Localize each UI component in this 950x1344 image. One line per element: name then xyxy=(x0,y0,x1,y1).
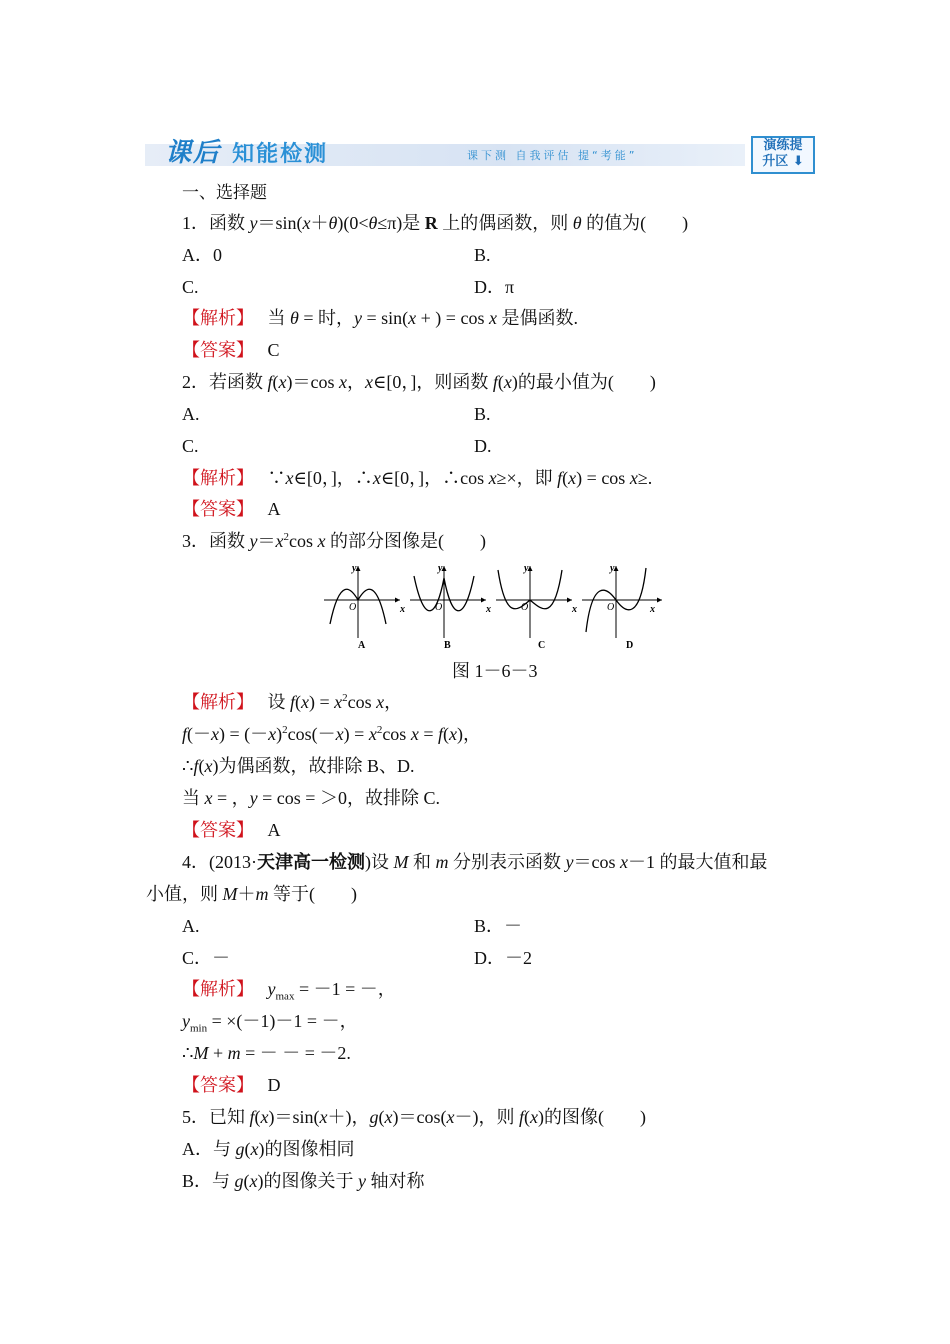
q4-analysis: 【解析】 $y_{max} = -1$ = －， xyxy=(182,979,396,1003)
svg-text:y: y xyxy=(438,563,443,574)
q5-option-a: A．与 g(x)的图像相同 xyxy=(182,1139,355,1159)
badge-line-1: 演练提 xyxy=(763,138,803,153)
svg-text:y: y xyxy=(524,563,529,574)
banner-title-sub: 知能检测 xyxy=(232,142,329,167)
svg-text:y: y xyxy=(352,563,357,574)
q4-stem: 4．(2013·天津高一检测)设 M 和 m 分别表示函数 y＝cos x－1 的最大值和最 xyxy=(182,852,768,872)
q3-analysis-line-3: ∴f(x)为偶函数，故排除 B、D. xyxy=(182,756,415,776)
q2-option-a: A. xyxy=(182,404,200,424)
q4-answer: 【答案】 D xyxy=(182,1075,281,1095)
q4-analysis-line-3: ∴M + m = － － = －2. xyxy=(182,1043,351,1063)
q2-option-d: D. xyxy=(474,436,492,456)
svg-text:O: O xyxy=(521,602,529,613)
q4-option-a: A. xyxy=(182,916,200,936)
q1-option-a: A．0 xyxy=(182,245,222,265)
q3-figure xyxy=(320,560,670,652)
svg-text:O: O xyxy=(349,602,357,613)
analysis-tag: 【解析】 xyxy=(182,308,245,328)
svg-text:x: x xyxy=(572,604,577,615)
svg-text:x: x xyxy=(486,604,491,615)
svg-text:O: O xyxy=(435,602,443,613)
q3-stem: 3．函数 $y=x^2\cos$ x 的部分图像是( ) xyxy=(182,531,486,551)
graph-a-label: A xyxy=(358,640,366,651)
q3-analysis-line-2: $f(-x) = (-x)^2\cos(-x) = x^2\cos$ x = f(x)， xyxy=(182,724,481,744)
svg-text:x: x xyxy=(650,604,655,615)
q2-stem: 2．若函数 f(x)＝cos x，x∈[0，]，则函数 f(x)的最小值为( ) xyxy=(182,372,656,392)
q4-option-c: C．－ xyxy=(182,948,231,968)
q5-stem: 5．已知 f(x)＝sin(x＋)，g(x)＝cos(x－)，则 f(x)的图像( ) xyxy=(182,1107,646,1127)
q4-stem-line-2: 小值，则 M＋m 等于( ) xyxy=(146,884,357,904)
q2-analysis: 【解析】 ∵x∈[0，]，∴x∈[0，]，∴cos x≥×，即 f(x) = cos x≥. xyxy=(182,468,653,488)
q1-option-b: B. xyxy=(474,245,491,265)
banner-subtitle: 课下测 自我评估 提“考能” xyxy=(467,149,638,162)
svg-text:x: x xyxy=(400,604,405,615)
q2-answer: 【答案】 A xyxy=(182,499,281,519)
section-banner xyxy=(145,130,813,172)
badge-line-2 xyxy=(753,154,813,170)
section-title: 一、选择题 xyxy=(182,183,267,203)
graph-a xyxy=(324,563,405,651)
graph-b xyxy=(410,563,491,651)
answer-tag: 【答案】 xyxy=(182,340,245,360)
q1-stem: 1．函数 y＝sin(x＋θ)(0<θ≤π)是 R 上的偶函数，则 θ 的值为( ) xyxy=(182,213,689,233)
q1-answer: 【答案】 C xyxy=(182,340,280,360)
q2-option-c: C. xyxy=(182,436,199,456)
graph-c-label: C xyxy=(538,640,546,651)
q1-option-c: C. xyxy=(182,277,199,297)
down-arrow-icon: ⬇ xyxy=(792,154,804,169)
svg-text:O: O xyxy=(607,602,615,613)
graph-b-label: B xyxy=(444,640,451,651)
badge-line-2-text: 升区 xyxy=(762,154,789,169)
graph-d-label: D xyxy=(626,640,634,651)
practice-badge[interactable] xyxy=(751,136,815,174)
banner-title xyxy=(165,132,328,169)
q4-option-b: B．－ xyxy=(474,916,523,936)
graph-c xyxy=(496,563,577,651)
figure-caption: 图 1－6－3 xyxy=(452,661,538,681)
q4-analysis-line-2: $y_{min} = \times(-1)-1$ = －， xyxy=(182,1011,358,1035)
banner-title-main: 课后 xyxy=(165,138,222,168)
graph-d xyxy=(582,563,662,651)
q3-analysis-line-4: 当 x = ，y = cos = ＞0，故排除 C. xyxy=(182,788,440,808)
q3-analysis: 【解析】 设 $f(x) = x^2\cos$ x， xyxy=(182,692,403,712)
q4-option-d: D．－2 xyxy=(474,948,532,968)
q3-answer: 【答案】 A xyxy=(182,820,281,840)
q5-option-b: B．与 g(x)的图像关于 y 轴对称 xyxy=(182,1171,425,1191)
q2-option-b: B. xyxy=(474,404,491,424)
q1-option-d: D．π xyxy=(474,277,515,297)
svg-text:y: y xyxy=(610,563,615,574)
q1-analysis: 【解析】 当 θ = 时，y = sin(x + ) = cos x 是偶函数. xyxy=(182,308,578,328)
